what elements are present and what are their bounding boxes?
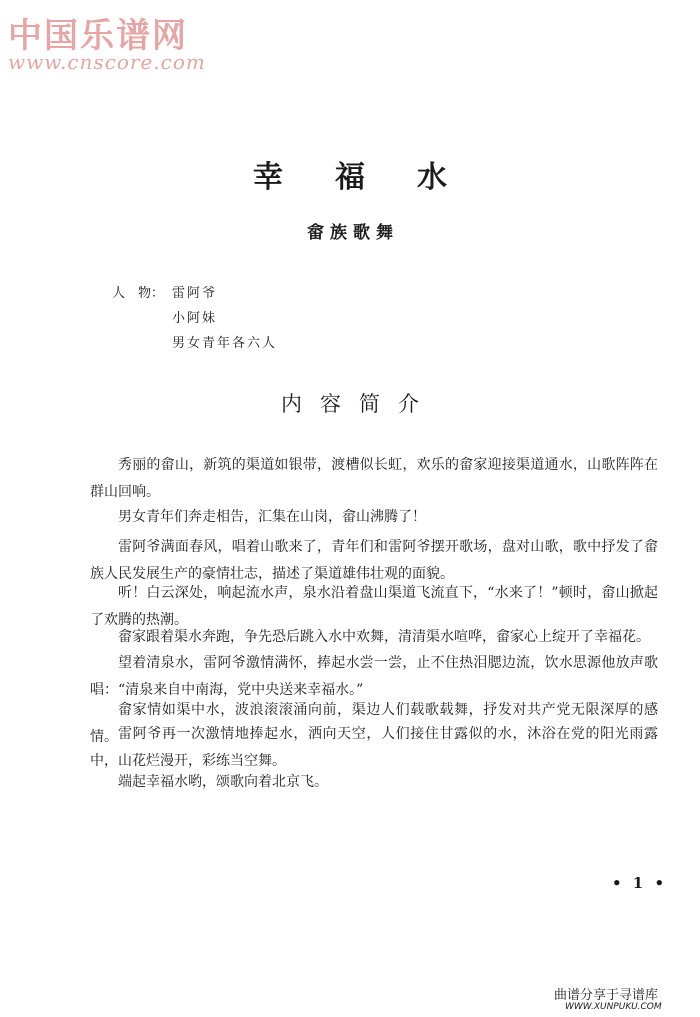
watermark-site-name: 中国乐谱网 xyxy=(8,16,188,56)
cast-label: 人 物： xyxy=(112,286,165,301)
paragraph: 雷阿爷满面春风，唱着山歌来了，青年们和雷阿爷摆开歌场，盘对山歌，歌中抒发了畲族人民发展生产的豪情壮志，描述了渠道雄伟壮观的面貌。 xyxy=(90,539,658,582)
section-heading: 内容简介 xyxy=(281,392,437,416)
paragraph: 男女青年们奔走相告，汇集在山岗，畲山沸腾了！ xyxy=(118,509,426,525)
paragraph: 端起幸福水哟，颂歌向着北京飞。 xyxy=(118,774,328,790)
paragraph: 秀丽的畲山，新筑的渠道如银带，渡槽似长虹，欢乐的畲家迎接渠道通水，山歌阵阵在群山回响。 xyxy=(90,457,658,500)
page-number: • 1 • xyxy=(612,874,668,892)
paragraph: 听！白云深处，响起流水声，泉水沿着盘山渠道飞流直下，“水来了！”顿时，畲山掀起了欢腾的热潮。 xyxy=(90,585,658,628)
footer-brand: 曲谱分享于寻谱库 xyxy=(554,988,659,1003)
page-subtitle: 畲族歌舞 xyxy=(307,223,399,243)
page-title: 幸福水 xyxy=(253,160,499,195)
paragraph: 畲家跟着渠水奔跑，争先恐后跳入水中欢舞，清清渠水喧哗，畲家心上绽开了幸福花。 xyxy=(118,629,650,645)
cast-item: 男女青年各六人 xyxy=(172,336,278,351)
paragraph: 雷阿爷再一次激情地捧起水，洒向天空，人们接住甘露似的水，沐浴在党的阳光雨露中，山花烂漫开，彩练当空舞。 xyxy=(90,726,658,769)
watermark-url: www.cnscore.com xyxy=(8,50,206,74)
cast-item: 雷阿爷 xyxy=(172,286,218,301)
footer-url: WWW.XUNPUKU.COM xyxy=(565,1002,662,1012)
paragraph: 畲家情如渠中水，波浪滚滚涌向前，渠边人们载歌载舞，抒发对共产党无限深厚的感情。 xyxy=(90,702,658,745)
cast-item: 小阿妹 xyxy=(172,311,218,326)
paragraph: 望着清泉水，雷阿爷激情满怀，捧起水尝一尝，止不住热泪腮边流，饮水思源他放声歌唱：“清泉来自中南海，党中央送来幸福水。” xyxy=(90,655,658,698)
